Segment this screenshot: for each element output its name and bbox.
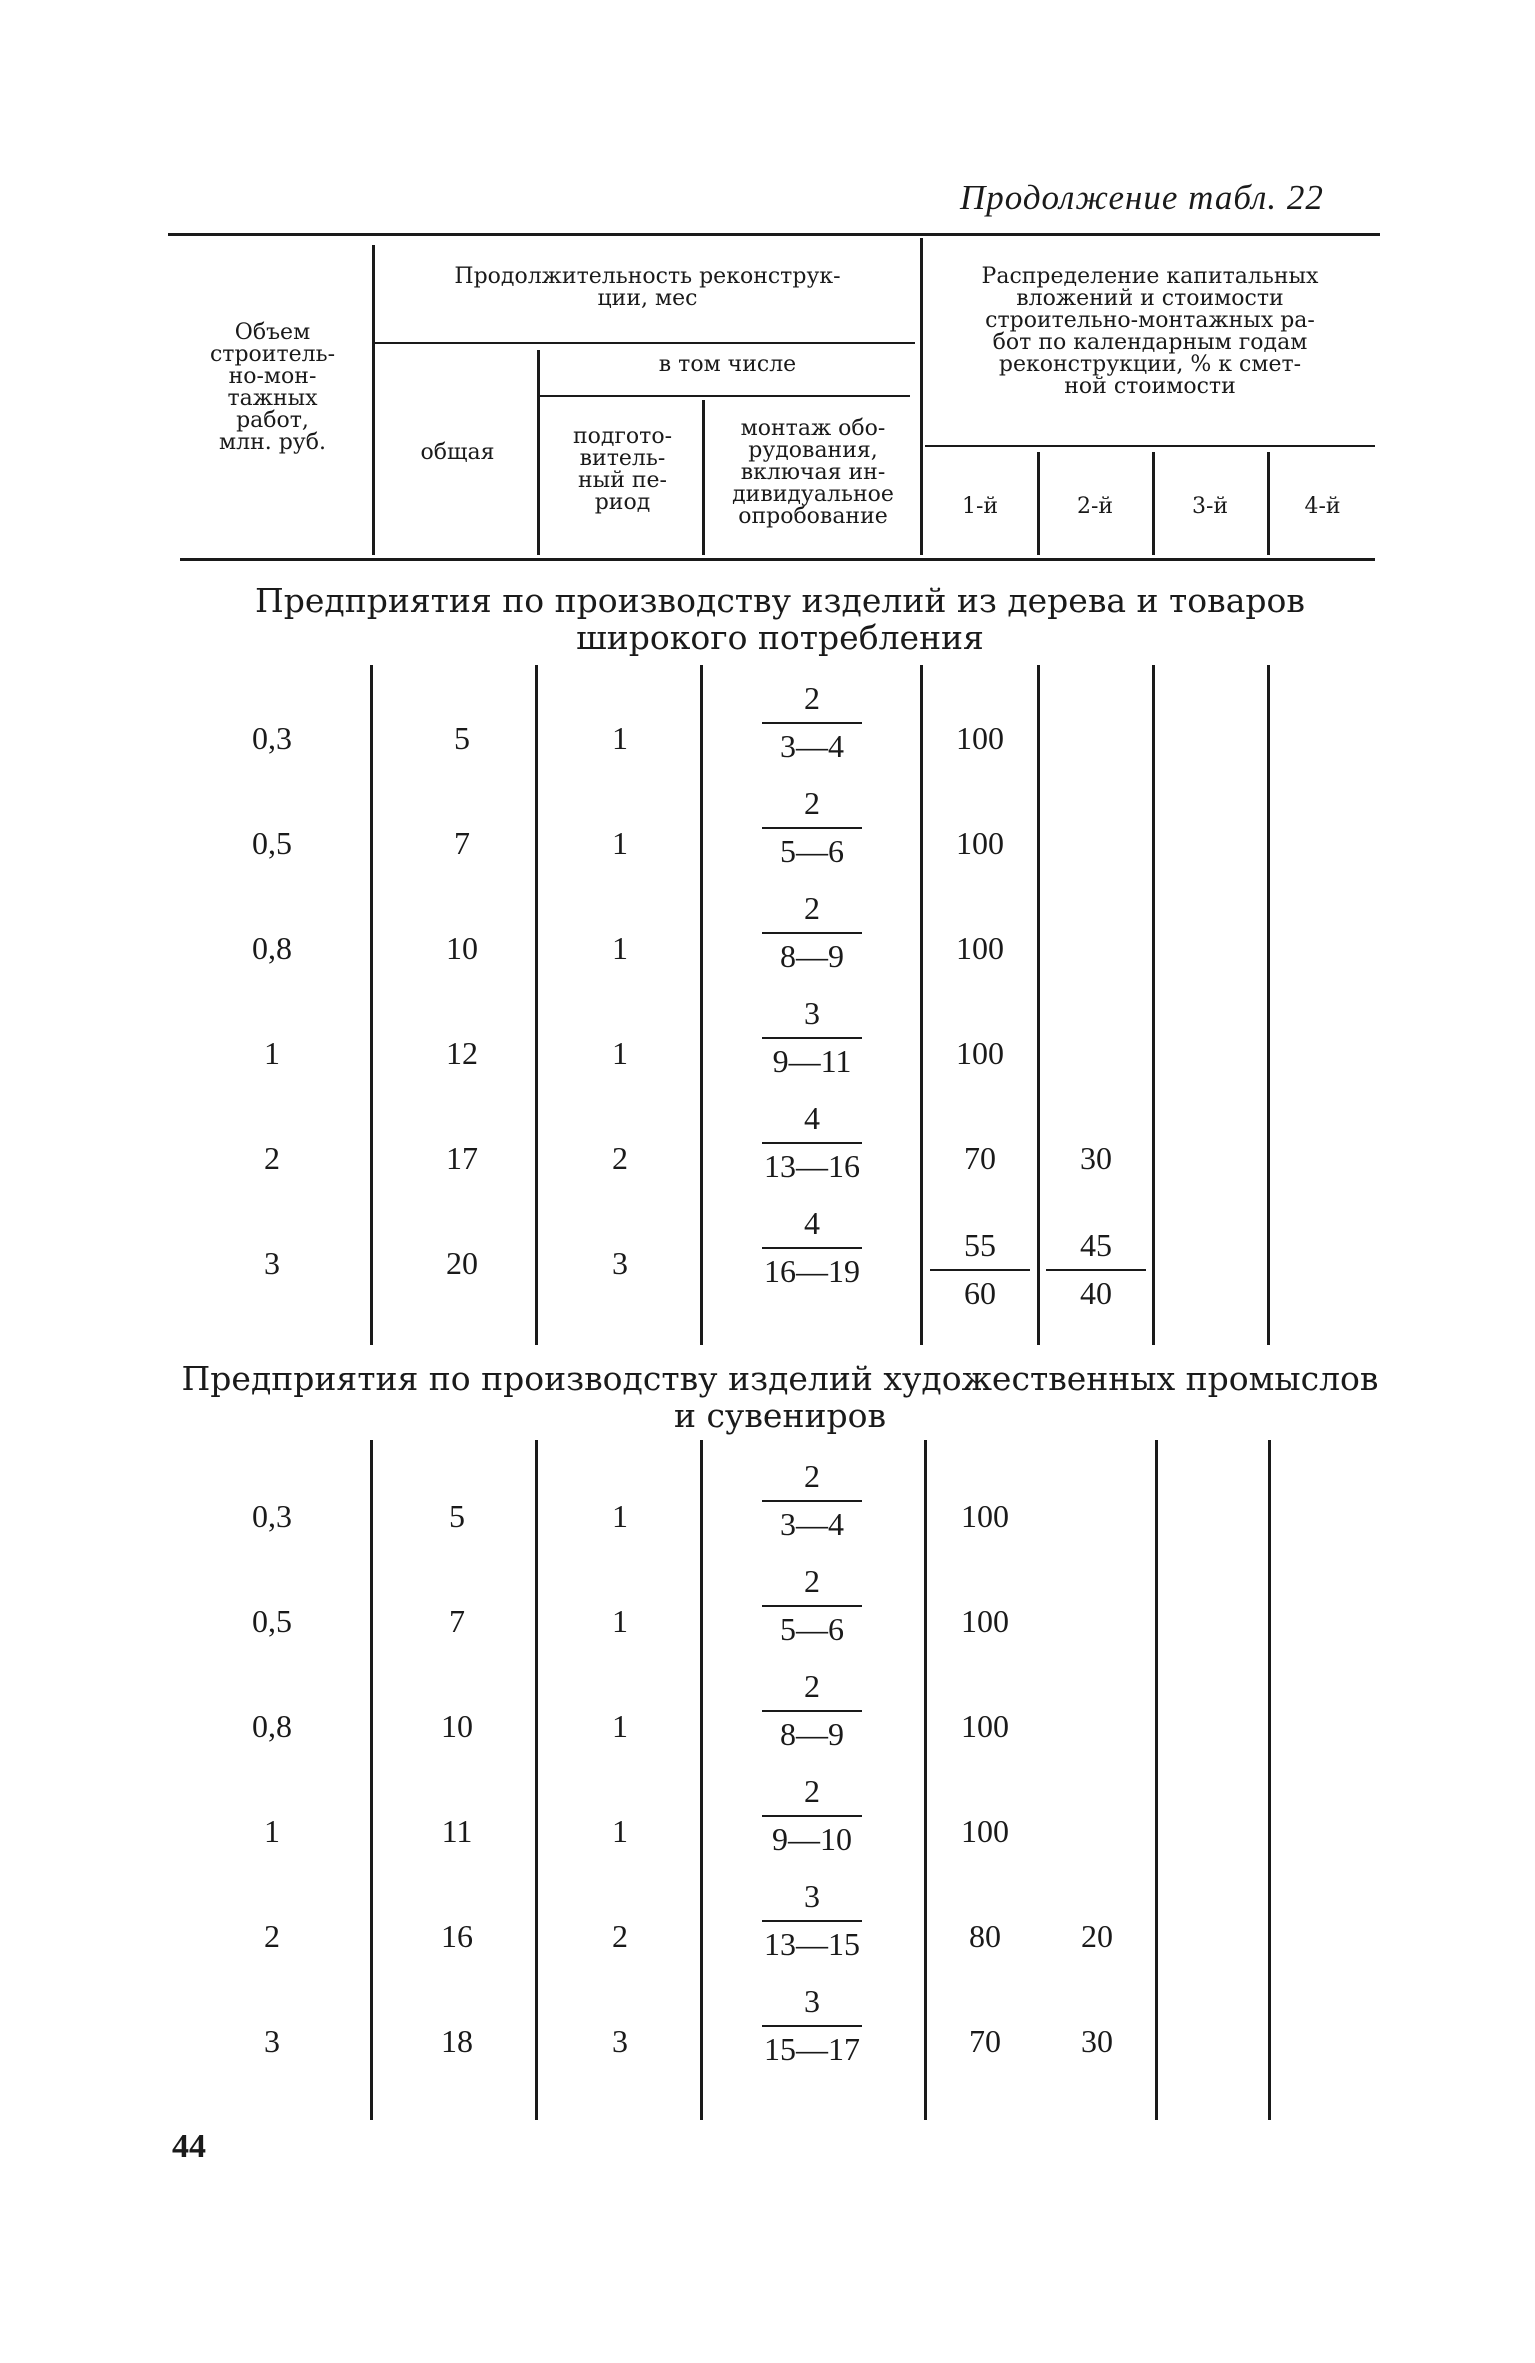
cell-total: 10: [441, 1708, 473, 1744]
page-number: 44: [172, 2128, 206, 2165]
fraction-bar: [762, 1815, 862, 1817]
cell-year2: 30: [1080, 1140, 1112, 1176]
fraction-numerator: 2: [804, 680, 820, 716]
cell-prep: 1: [612, 720, 628, 756]
cell-year1: 100: [961, 1813, 1009, 1849]
fraction-bar: [762, 1605, 862, 1607]
header-vline-4: [920, 238, 923, 555]
header-distribution: Распределение капитальных вложений и стоимости строительно-монтажных ра- бот по календарным годам реконструкции, % к смет- ной стоимости: [981, 264, 1319, 399]
cell-install: [752, 1668, 872, 1752]
header-total: общая: [420, 440, 495, 465]
fraction-bar: [762, 722, 862, 724]
cell-year1: 100: [961, 1498, 1009, 1534]
s1-vline-7: [1267, 665, 1270, 1345]
s1-vline-2: [535, 665, 538, 1345]
fraction-denominator: 13—15: [764, 1926, 860, 1962]
table-caption: Продолжение табл. 22: [960, 178, 1324, 217]
cell-prep: 1: [612, 930, 628, 966]
header-volume: Объем строитель- но-мон- тажных работ, млн. руб.: [209, 320, 336, 455]
fraction-denominator: 8—9: [780, 1716, 844, 1752]
cell-total: 10: [446, 930, 478, 966]
cell-year2: 20: [1081, 1918, 1113, 1954]
fraction-numerator: 2: [804, 890, 820, 926]
cell-prep: 1: [612, 1813, 628, 1849]
cell-year1: 100: [961, 1708, 1009, 1744]
fraction-denominator: 3—4: [780, 728, 844, 764]
fraction-numerator: 4: [804, 1100, 820, 1136]
s2-vline-1: [370, 1440, 373, 2120]
cell-total: 5: [454, 720, 470, 756]
fraction-numerator: 3: [804, 1878, 820, 1914]
cell-install: [752, 1458, 872, 1542]
cell-install: [752, 1205, 872, 1289]
cell-volume: 1: [264, 1813, 280, 1849]
fraction-bar: [762, 1500, 862, 1502]
header-top-rule: [168, 233, 1380, 236]
fraction-numerator: 55: [964, 1227, 996, 1263]
cell-total: 12: [446, 1035, 478, 1071]
cell-install: [752, 1878, 872, 1962]
fraction-bar: [1046, 1269, 1146, 1271]
cell-year1: 100: [956, 825, 1004, 861]
cell-prep: 3: [612, 1245, 628, 1281]
including-sub-rule: [540, 395, 910, 397]
cell-year2: [1036, 1227, 1156, 1311]
header-vline-1: [372, 245, 375, 555]
cell-total: 7: [454, 825, 470, 861]
cell-install: [752, 785, 872, 869]
fraction-bar: [762, 1142, 862, 1144]
cell-prep: 1: [612, 825, 628, 861]
cell-prep: 1: [612, 1603, 628, 1639]
cell-year1: 80: [969, 1918, 1001, 1954]
cell-volume: 0,5: [252, 1603, 292, 1639]
fraction-denominator: 9—11: [772, 1043, 852, 1079]
fraction-numerator: 2: [804, 1563, 820, 1599]
cell-prep: 2: [612, 1918, 628, 1954]
section-title-1: Предприятия по производству изделий из дерева и товаров широкого потребления: [254, 581, 1305, 657]
cell-install: [752, 1983, 872, 2067]
fraction-numerator: 2: [804, 1668, 820, 1704]
s1-vline-1: [370, 665, 373, 1345]
fraction-denominator: 5—6: [780, 1611, 844, 1647]
cell-prep: 1: [612, 1498, 628, 1534]
duration-sub-rule: [375, 342, 915, 344]
fraction-bar: [762, 1710, 862, 1712]
cell-prep: 2: [612, 1140, 628, 1176]
cell-total: 16: [441, 1918, 473, 1954]
cell-volume: 3: [264, 2023, 280, 2059]
header-install: монтаж обо- рудования, включая ин- дивидуальное опробование: [732, 416, 894, 529]
s2-vline-4: [924, 1440, 927, 2120]
fraction-numerator: 4: [804, 1205, 820, 1241]
distribution-sub-rule: [925, 445, 1375, 447]
s2-vline-6: [1268, 1440, 1271, 2120]
header-vline-3: [702, 400, 705, 555]
fraction-denominator: 40: [1080, 1275, 1112, 1311]
cell-total: 17: [446, 1140, 478, 1176]
s2-vline-3: [700, 1440, 703, 2120]
cell-year1: 100: [956, 930, 1004, 966]
fraction-bar: [762, 1037, 862, 1039]
header-year-1: 1-й: [961, 494, 999, 519]
fraction-bar: [762, 932, 862, 934]
cell-install: [752, 680, 872, 764]
s1-vline-3: [700, 665, 703, 1345]
fraction-numerator: 3: [804, 995, 820, 1031]
cell-install: [752, 1773, 872, 1857]
header-prep: подгото- витель- ный пе- риод: [572, 424, 673, 515]
s2-vline-2: [535, 1440, 538, 2120]
fraction-bar: [762, 827, 862, 829]
fraction-bar: [762, 1247, 862, 1249]
header-year-4: 4-й: [1304, 494, 1341, 519]
cell-total: 18: [441, 2023, 473, 2059]
cell-install: [752, 890, 872, 974]
fraction-denominator: 9—10: [772, 1821, 852, 1857]
cell-total: 5: [449, 1498, 465, 1534]
cell-volume: 0,5: [252, 825, 292, 861]
cell-install: [752, 995, 872, 1079]
cell-volume: 0,3: [252, 1498, 292, 1534]
cell-install: [752, 1563, 872, 1647]
fraction-numerator: 45: [1080, 1227, 1112, 1263]
fraction-numerator: 2: [804, 1458, 820, 1494]
fraction-denominator: 8—9: [780, 938, 844, 974]
fraction-denominator: 60: [964, 1275, 996, 1311]
cell-year1: 100: [956, 720, 1004, 756]
fraction-denominator: 5—6: [780, 833, 844, 869]
fraction-denominator: 13—16: [764, 1148, 860, 1184]
cell-prep: 1: [612, 1708, 628, 1744]
fraction-denominator: 15—17: [764, 2031, 860, 2067]
cell-volume: 1: [264, 1035, 280, 1071]
cell-volume: 0,3: [252, 720, 292, 756]
cell-year1: [920, 1227, 1040, 1311]
fraction-bar: [930, 1269, 1030, 1271]
cell-year1: 100: [961, 1603, 1009, 1639]
cell-volume: 0,8: [252, 930, 292, 966]
cell-year2: 30: [1081, 2023, 1113, 2059]
cell-prep: 1: [612, 1035, 628, 1071]
header-year-3: 3-й: [1191, 494, 1229, 519]
fraction-denominator: 16—19: [764, 1253, 860, 1289]
fraction-bar: [762, 1920, 862, 1922]
s2-vline-5: [1155, 1440, 1158, 2120]
fraction-bar: [762, 2025, 862, 2027]
cell-prep: 3: [612, 2023, 628, 2059]
section-title-2: Предприятия по производству изделий художественных промыслов и сувениров: [181, 1359, 1379, 1435]
cell-year1: 100: [956, 1035, 1004, 1071]
cell-volume: 2: [264, 1918, 280, 1954]
cell-year1: 70: [964, 1140, 996, 1176]
cell-install: [752, 1100, 872, 1184]
fraction-denominator: 3—4: [780, 1506, 844, 1542]
cell-total: 7: [449, 1603, 465, 1639]
header-duration: Продолжительность реконструк- ции, мес: [454, 264, 841, 311]
cell-volume: 0,8: [252, 1708, 292, 1744]
cell-volume: 2: [264, 1140, 280, 1176]
header-including: в том числе: [658, 352, 797, 377]
fraction-numerator: 2: [804, 785, 820, 821]
header-vline-2: [537, 350, 540, 555]
cell-total: 20: [446, 1245, 478, 1281]
cell-total: 11: [441, 1813, 473, 1849]
header-year-2: 2-й: [1076, 494, 1114, 519]
cell-year1: 70: [969, 2023, 1001, 2059]
header-bottom-rule: [180, 558, 1375, 561]
cell-volume: 3: [264, 1245, 280, 1281]
fraction-numerator: 2: [804, 1773, 820, 1809]
fraction-numerator: 3: [804, 1983, 820, 2019]
